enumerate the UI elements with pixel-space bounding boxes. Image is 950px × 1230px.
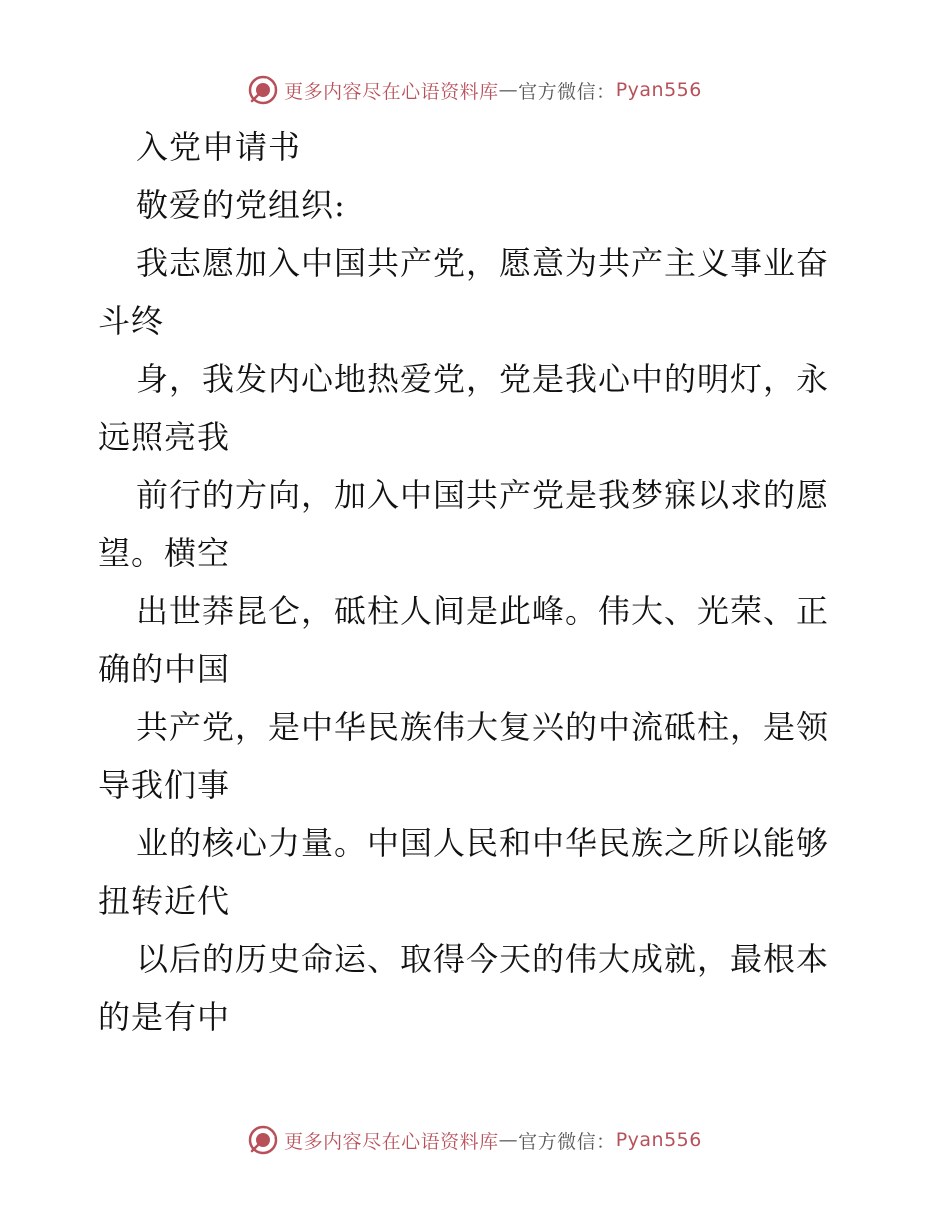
doc-line: 确的中国 xyxy=(98,650,231,688)
doc-salutation: 敬爱的党组织: xyxy=(136,186,346,224)
header-banner xyxy=(0,70,950,110)
doc-line: 共产党，是中华民族伟大复兴的中流砥柱，是领 xyxy=(136,708,830,746)
doc-line: 远照亮我 xyxy=(98,418,231,456)
banner-main-text: 更多内容尽在心语资料库 xyxy=(284,1130,499,1153)
doc-title: 入党申请书 xyxy=(136,128,302,166)
doc-line: 身，我发内心地热爱党，党是我心中的明灯，永 xyxy=(136,360,830,398)
doc-line: 的是有中 xyxy=(98,998,231,1036)
document-body xyxy=(98,118,858,1046)
banner-dash: — xyxy=(498,1129,519,1151)
doc-line: 以后的历史命运、取得今天的伟大成就，最根本 xyxy=(136,940,830,978)
doc-line: 我志愿加入中国共产党，愿意为共产主义事业奋 xyxy=(136,244,830,282)
doc-line: 前行的方向，加入中国共产党是我梦寐以求的愿 xyxy=(136,476,830,514)
doc-line: 业的核心力量。中国人民和中华民族之所以能够 xyxy=(136,824,830,862)
doc-line: 斗终 xyxy=(98,302,165,340)
banner-wechat-id: Pyan556 xyxy=(615,1129,702,1151)
doc-line: 导我们事 xyxy=(98,766,231,804)
doc-line: 扭转近代 xyxy=(98,882,231,920)
doc-line: 望。横空 xyxy=(98,534,231,572)
pen-logo-icon xyxy=(248,1125,278,1155)
banner-wechat-label: 官方微信： xyxy=(518,80,616,103)
banner-wechat-label: 官方微信： xyxy=(518,1130,616,1153)
pen-logo-icon xyxy=(248,75,278,105)
banner-main-text: 更多内容尽在心语资料库 xyxy=(284,80,499,103)
banner-dash: — xyxy=(498,79,519,101)
banner-wechat-id: Pyan556 xyxy=(615,79,702,101)
footer-banner xyxy=(0,1120,950,1160)
doc-line: 出世莽昆仑，砥柱人间是此峰。伟大、光荣、正 xyxy=(136,592,830,630)
